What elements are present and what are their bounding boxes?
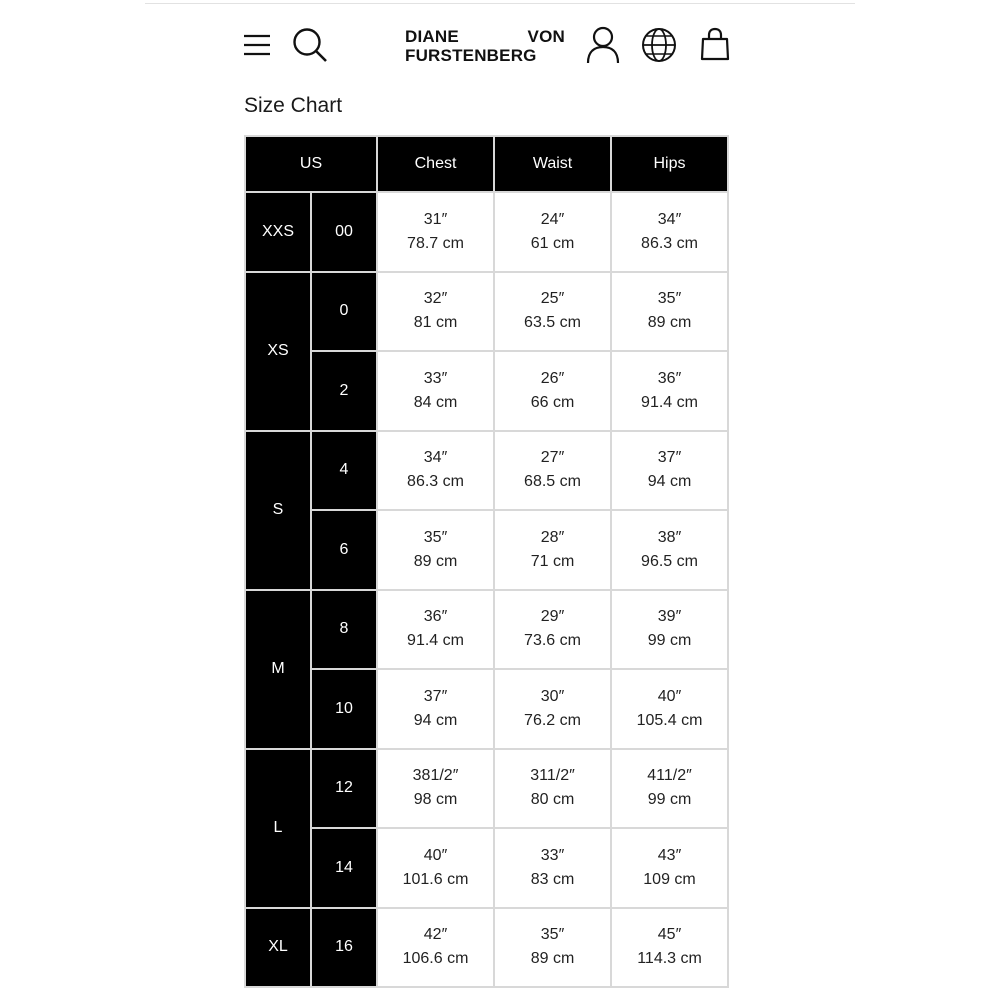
chest-cm: 94 cm [413,711,458,729]
hips-inches: 40″ [657,687,682,705]
hips-cell [612,273,727,351]
waist-inches: 29″ [540,608,565,626]
size-group-label: S [246,432,310,589]
page-title: Size Chart [244,94,343,117]
numeric-size: 4 [312,432,376,510]
size-group-label: L [246,750,310,907]
hips-cell [612,909,727,987]
chest-cell [378,352,493,430]
waist-cm: 73.6 cm [524,632,581,650]
chest-inches: 32″ [423,290,448,308]
table-row [246,591,727,669]
chest-cm: 78.7 cm [407,234,464,252]
hips-cm: 94 cm [647,473,692,491]
table-row [246,909,727,987]
table-row [246,193,727,271]
numeric-size: 2 [312,352,376,430]
size-chart-table [244,135,729,988]
waist-inches: 33″ [540,846,565,864]
hips-cell [612,829,727,907]
hips-cm: 114.3 cm [637,950,702,968]
waist-cm: 80 cm [530,791,575,809]
size-group-label: XL [246,909,310,987]
waist-cell [495,829,610,907]
waist-cell [495,193,610,271]
chest-cell [378,273,493,351]
hips-inches: 37″ [657,449,682,467]
waist-cell [495,750,610,828]
waist-inches: 35″ [540,926,565,944]
hips-inches: 34″ [657,210,682,228]
brand-logo[interactable] [405,27,565,65]
chest-inches: 40″ [423,846,448,864]
hips-cm: 105.4 cm [636,711,703,729]
waist-cm: 63.5 cm [524,314,581,332]
hips-inches: 411/2″ [647,767,692,785]
chest-cm: 106.6 cm [402,950,469,968]
chest-cm: 98 cm [413,791,458,809]
chest-inches: 381/2″ [412,767,459,785]
waist-cell [495,511,610,589]
hips-inches: 43″ [657,846,682,864]
globe-icon[interactable] [641,27,677,63]
numeric-size: 8 [312,591,376,669]
chest-cell [378,829,493,907]
chest-cm: 84 cm [413,393,458,411]
hamburger-menu-icon[interactable] [243,33,271,57]
hips-inches: 45″ [657,926,682,944]
brand-word-von: VON [527,27,565,46]
chest-cell [378,750,493,828]
chest-inches: 37″ [423,687,448,705]
numeric-size: 0 [312,273,376,351]
waist-inches: 25″ [540,290,565,308]
waist-inches: 24″ [540,210,565,228]
chest-cm: 86.3 cm [407,473,464,491]
size-group-label: XS [246,273,310,430]
chest-inches: 36″ [423,608,448,626]
hips-inches: 35″ [657,290,682,308]
waist-cm: 83 cm [530,870,575,888]
chest-cell [378,909,493,987]
chest-inches: 31″ [423,210,448,228]
chest-inches: 33″ [423,369,448,387]
numeric-size: 14 [312,829,376,907]
brand-word-diane: DIANE [405,27,459,46]
table-row [246,432,727,510]
table-header-row [246,137,727,191]
numeric-size: 12 [312,750,376,828]
search-icon[interactable] [292,27,328,63]
waist-inches: 28″ [540,528,565,546]
waist-cm: 68.5 cm [524,473,581,491]
chest-cm: 91.4 cm [407,632,464,650]
header-waist: Waist [495,137,610,191]
hips-cell [612,193,727,271]
waist-cm: 61 cm [530,234,575,252]
waist-inches: 27″ [540,449,565,467]
table-row [246,670,727,748]
chest-inches: 35″ [423,528,448,546]
hips-cell [612,432,727,510]
table-row [246,273,727,351]
hips-cm: 99 cm [647,791,692,809]
brand-word-furstenberg: FURSTENBERG [405,46,537,65]
waist-cell [495,273,610,351]
chest-cell [378,591,493,669]
header-hips: Hips [612,137,727,191]
waist-cm: 71 cm [530,552,575,570]
table-row [246,352,727,430]
hips-inches: 36″ [657,369,682,387]
user-icon[interactable] [586,26,620,64]
chest-cell [378,193,493,271]
numeric-size: 16 [312,909,376,987]
hips-cm: 89 cm [647,314,692,332]
hips-cell [612,591,727,669]
chest-cell [378,511,493,589]
shopping-bag-icon[interactable] [700,27,730,61]
waist-cm: 76.2 cm [524,711,581,729]
hips-cm: 109 cm [643,870,696,888]
table-row [246,829,727,907]
hips-cell [612,750,727,828]
waist-inches: 311/2″ [530,767,575,785]
table-row [246,511,727,589]
numeric-size: 10 [312,670,376,748]
numeric-size: 00 [312,193,376,271]
chest-inches: 42″ [423,926,448,944]
header-us: US [246,137,376,191]
hips-inches: 39″ [657,608,682,626]
hips-cell [612,670,727,748]
chest-cm: 101.6 cm [402,870,469,888]
hips-inches: 38″ [657,528,682,546]
waist-cm: 89 cm [530,950,575,968]
top-divider [145,3,855,4]
numeric-size: 6 [312,511,376,589]
chest-cm: 89 cm [413,552,458,570]
chest-cell [378,670,493,748]
hips-cm: 86.3 cm [641,234,698,252]
size-group-label: M [246,591,310,748]
waist-cell [495,352,610,430]
hips-cm: 91.4 cm [641,393,698,411]
waist-cell [495,591,610,669]
chest-cell [378,432,493,510]
hips-cm: 96.5 cm [641,552,698,570]
waist-inches: 26″ [540,369,565,387]
chest-inches: 34″ [423,449,448,467]
hips-cell [612,511,727,589]
waist-cell [495,432,610,510]
header-chest: Chest [378,137,493,191]
chest-cm: 81 cm [413,314,458,332]
waist-cell [495,909,610,987]
waist-cm: 66 cm [530,393,575,411]
waist-inches: 30″ [540,687,565,705]
table-row [246,750,727,828]
waist-cell [495,670,610,748]
hips-cm: 99 cm [647,632,692,650]
size-group-label: XXS [246,193,310,271]
hips-cell [612,352,727,430]
